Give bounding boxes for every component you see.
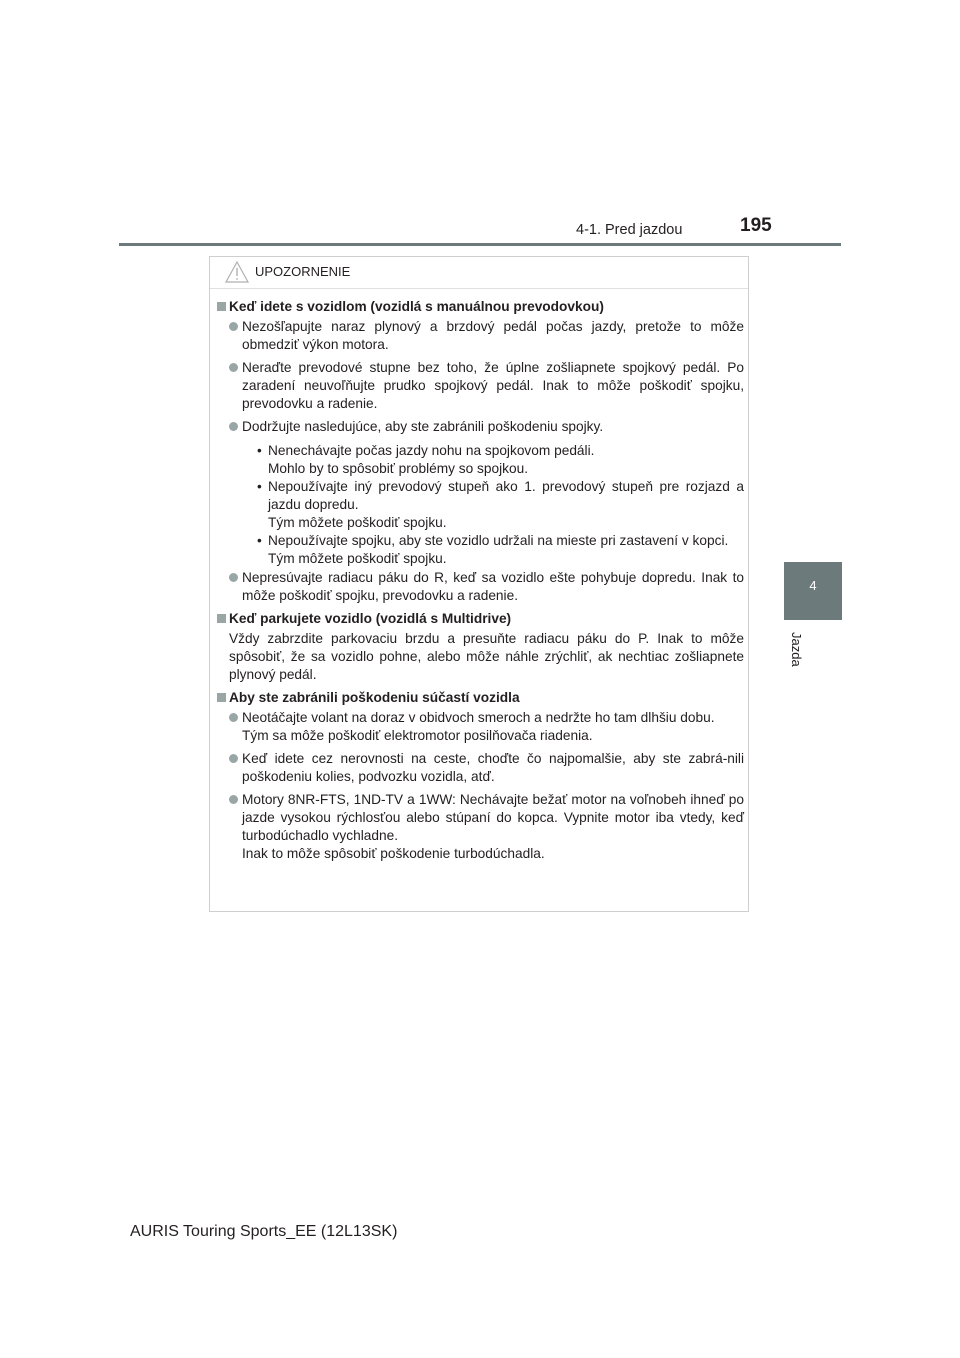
list-item: Keď idete cez nerovnosti na ceste, choďte čo najpomalšie, aby ste zabrá-nili poškodeniu kolies, podvozku vozidla, atď. xyxy=(217,750,744,786)
section-heading: Keď idete s vozidlom (vozidlá s manuálnou prevodovkou) xyxy=(217,298,744,316)
bullet-dot-icon xyxy=(229,713,238,722)
bullet-dot-icon xyxy=(229,322,238,331)
bullet-dot-icon xyxy=(229,363,238,372)
warning-header xyxy=(210,257,748,289)
page-number: 195 xyxy=(740,215,772,236)
footer-document-id: AURIS Touring Sports_EE (12L13SK) xyxy=(130,1223,398,1240)
list-item: Nepresúvajte radiacu páku do R, keď sa vozidlo ešte pohybuje dopredu. Inak to môže poškodiť spojku, prevodovku a radenie. xyxy=(217,569,744,605)
list-item: Neotáčajte volant na doraz v obidvoch smeroch a nedržte ho tam dlhšiu dobu. Tým sa môže poškodiť elektromotor posilňovača riadenia. xyxy=(217,709,744,745)
sub-list-item: • Nenechávajte počas jazdy nohu na spojkovom pedáli. Mohlo by to spôsobiť problémy so spojkou. xyxy=(257,443,595,476)
warning-triangle-icon xyxy=(225,261,249,283)
warning-body xyxy=(217,298,744,868)
section-heading: Aby ste zabránili poškodeniu súčastí vozidla xyxy=(217,689,744,707)
warning-box xyxy=(209,256,749,912)
sub-list xyxy=(217,442,744,568)
sub-list-item: • Nepoužívajte spojku, aby ste vozidlo udržali na mieste pri zastavení v kopci. Tým môžete poškodiť spojku. xyxy=(257,533,729,566)
sub-list-item: • Nepoužívajte iný prevodový stupeň ako 1. prevodový stupeň pre rozjazd a jazdu dopredu. Tým môžete poškodiť spojku. xyxy=(257,479,744,530)
list-item: Motory 8NR-FTS, 1ND-TV a 1WW: Nechávajte bežať motor na voľnobeh ihneď po jazde vysokou rýchlosťou alebo stúpaní do kopca. Vypnite motor iba vtedy, keď turbodúchadlo vychladne. Inak to môže spôsobiť poškodenie turbodúchadla. xyxy=(217,791,744,863)
list-item: Nezošľapujte naraz plynový a brzdový pedál počas jazdy, pretože to môže obmedziť výkon motora. xyxy=(217,318,744,354)
bullet-dot-icon xyxy=(229,573,238,582)
bullet-dot-icon xyxy=(229,422,238,431)
list-item: Neraďte prevodové stupne bez toho, že úplne zošliapnete spojkový pedál. Po zaradení neuvoľňujte prudko spojkový pedál. Inak to môže poškodiť spojku, prevodovku a radenie. xyxy=(217,359,744,413)
list-item: Dodržujte nasledujúce, aby ste zabránili poškodeniu spojky. xyxy=(217,418,744,436)
bullet-dot-icon xyxy=(229,754,238,763)
chapter-tab-label: Jazda xyxy=(789,632,804,667)
warning-title: UPOZORNENIE xyxy=(255,264,351,279)
bullet-dot-icon xyxy=(229,795,238,804)
chapter-tab-number: 4 xyxy=(809,578,817,593)
header-rule xyxy=(119,243,841,246)
paragraph: Vždy zabrzdite parkovaciu brzdu a presuňte radiacu páku do P. Inak to môže spôsobiť, že sa vozidlo pohne, alebo môže náhle zrýchliť, ak nechtiac zošliapnete plynový pedál. xyxy=(229,631,744,682)
section-heading: Keď parkujete vozidlo (vozidlá s Multidrive) xyxy=(217,610,744,628)
section-title: 4-1. Pred jazdou xyxy=(576,222,683,238)
